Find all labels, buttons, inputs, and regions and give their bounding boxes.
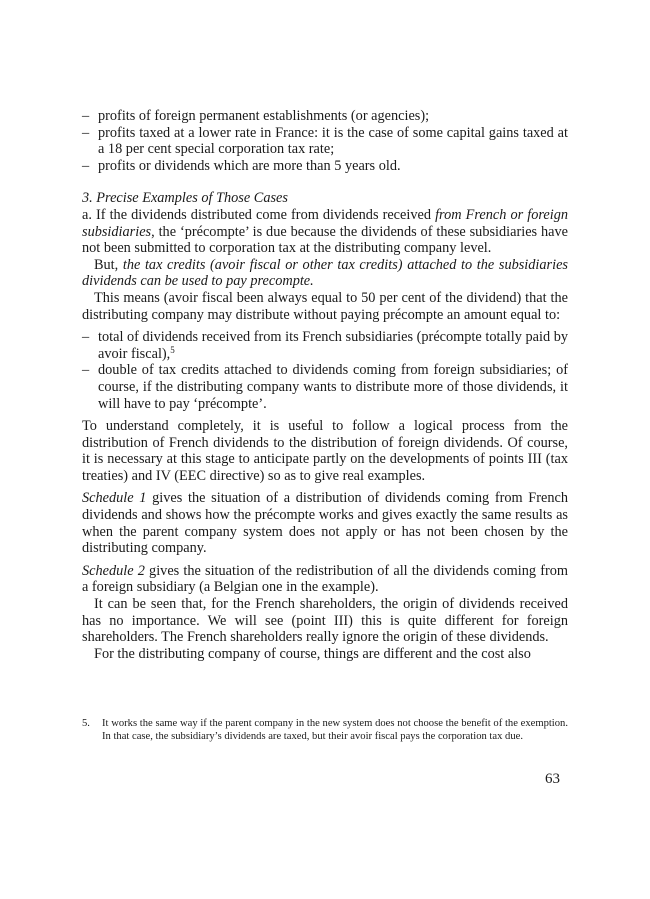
bullet-dash: – [82, 157, 90, 174]
paragraph: Schedule 2 gives the situation of the redistribution of all the dividends coming from a foreign subsidiary (a Belgian one in the example). [82, 562, 568, 596]
section-heading: 3. Precise Examples of Those Cases [82, 190, 288, 207]
footnote-text: It works the same way if the parent company in the new system does not choose the benefit of the exemption. In that case, the subsidiary’s dividends are taxed, but their avoir fiscal pays the corporation tax due. [102, 718, 568, 742]
paragraph: It can be seen that, for the French shareholders, the origin of dividends received has no importance. We will see (point III) this is quite different for foreign shareholders. The French shareholders really ignore the origin of these dividends. [82, 596, 568, 646]
list-item [82, 125, 568, 158]
footnote-number: 5. [82, 718, 90, 729]
page-number: 63 [545, 771, 560, 787]
paragraph: But, the tax credits (avoir fiscal or other tax credits) attached to the subsidiaries dividends can be used to pay precompte. [82, 256, 568, 290]
footnote [82, 717, 568, 743]
list-item: – double of tax credits attached to dividends coming from foreign subsidiaries; of course, if the distributing company wants to distribute more of those dividends, it will have to pay ‘précompte’. [82, 362, 568, 412]
paragraph: To understand completely, it is useful to follow a logical process from the distribution of French dividends to the distribution of foreign dividends. Of course, it is necessary at this stage to anticipate partly on the developments of points III (tax treaties) and IV (EEC directive) so as to give real examples. [82, 418, 568, 484]
list-item [82, 108, 568, 125]
paragraph: This means (avoir fiscal been always equal to 50 per cent of the dividend) that the distributing company may distribute without paying précompte an amount equal to: [82, 289, 568, 323]
list-item [82, 158, 568, 175]
bullet-dash: – [82, 362, 90, 379]
paragraph: a. If the dividends distributed come from dividends received from French or foreign subsidiaries, the ‘précompte’ is due because the dividends of these subsidiaries have not been submitted to corporation tax at the distributing company level. [82, 206, 568, 257]
bullet-text: profits of foreign permanent establishments (or agencies); [98, 108, 430, 124]
bullet-dash: – [82, 124, 90, 141]
bullet-text: profits taxed at a lower rate in France: it is the case of some capital gains taxed at a 18 per cent special corporation tax rate; [98, 124, 568, 158]
bullet-dash: – [82, 108, 90, 124]
list-item: – total of dividends received from its French subsidiaries (précompte totally paid by avoir fiscal),$^5$ [82, 329, 568, 362]
paragraph: For the distributing company of course, things are different and the cost also [94, 645, 531, 662]
paragraph: Schedule 1 gives the situation of a distribution of dividends coming from French dividends and shows how the précompte works and gives exactly the same results as when the parent company system does not apply or has not been chosen by the distributing company. [82, 490, 568, 557]
footnote-ref: 5 [170, 344, 175, 355]
bullet-dash: – [82, 329, 90, 346]
page-body [82, 108, 568, 662]
bullet-text: profits or dividends which are more than 5 years old. [98, 157, 401, 174]
